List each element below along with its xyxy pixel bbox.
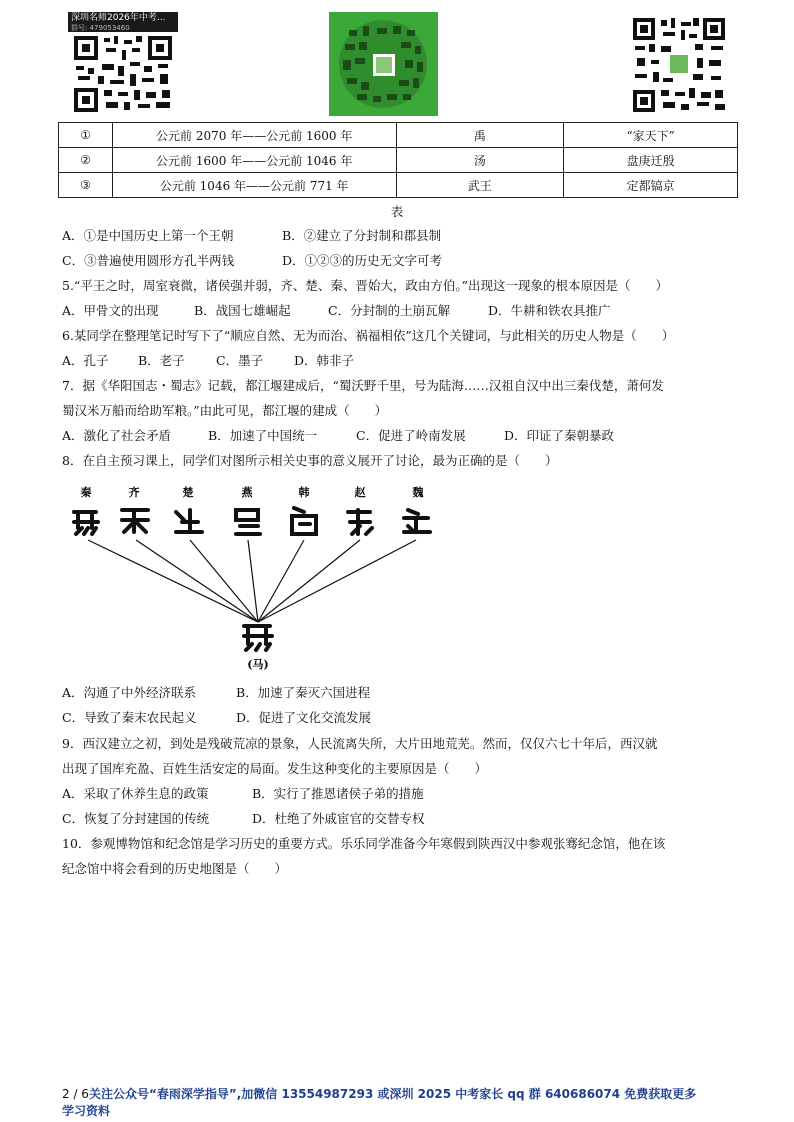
q7-options [62, 426, 614, 446]
qr-right-pattern [631, 16, 727, 114]
table-cell-person: 禹 [396, 123, 564, 148]
q7-option-a[interactable]: A．激化了社会矛盾 [62, 428, 172, 443]
connector-lines [88, 540, 416, 622]
table-cell-person: 武王 [396, 173, 564, 198]
table-caption: 表 [390, 204, 404, 219]
q10-stem-line1: 10．参观博物馆和纪念馆是学习历史的重要方式。乐乐同学准备今年寒假到陕西汉中参观张骞纪念馆，他在该 [62, 836, 666, 851]
q7-option-b[interactable]: B．加速了中国统一 [208, 428, 318, 443]
state-label-wei: 魏 [412, 486, 424, 499]
horse-glyphs [74, 508, 430, 534]
q5-option-b[interactable]: B．战国七雄崛起 [194, 303, 291, 318]
q5-options [62, 301, 611, 321]
qr-center-pattern [329, 12, 438, 116]
q6-option-d[interactable]: D．韩非子 [294, 353, 355, 368]
qr-left-sub: 群号: 479053460 [71, 24, 130, 32]
q8-option-c[interactable]: C．导致了秦末农民起义 [62, 710, 197, 725]
q9-option-d[interactable]: D．杜绝了外戚宦官的交替专权 [252, 811, 425, 826]
q5-option-d[interactable]: D．牛耕和铁农具推广 [488, 303, 611, 318]
han-horse-glyph [292, 508, 316, 534]
q5-option-c[interactable]: C．分封制的土崩瓦解 [328, 303, 451, 318]
q8-options-row1 [62, 683, 370, 703]
q9-option-c[interactable]: C．恢复了分封建国的传统 [62, 811, 210, 826]
qin-horse-glyph [74, 512, 98, 534]
state-label-yan: 燕 [241, 486, 253, 499]
state-label-han: 韩 [298, 486, 310, 499]
page-number: 2 / 6 [62, 1087, 89, 1101]
footer-promo[interactable]: 关注公众号“春雨深学指导”,加微信 13554987293 或深圳 2025 中考家长 qq 群 640686074 免费获取更多 [88, 1087, 697, 1101]
horse-script-figure [62, 482, 442, 674]
table-row [59, 123, 738, 148]
table-cell-period: 公元前 1600 年——公元前 1046 年 [112, 148, 396, 173]
yan-horse-glyph [236, 510, 260, 534]
q5-option-a[interactable]: A．甲骨文的出现 [62, 303, 159, 318]
q7-stem-line2: 蜀汉米万船而给助军粮。”由此可见，都江堰的建成（ ） [62, 403, 388, 418]
q9-stem-line2: 出现了国库充盈、百姓生活安定的局面。发生这种变化的主要原因是（ ） [62, 761, 488, 776]
q9-option-b[interactable]: B．实行了推恩诸侯子弟的措施 [252, 786, 424, 801]
q8-stem: 8．在自主预习课上，同学们对图所示相关史事的意义展开了讨论，最为正确的是（ ） [62, 453, 558, 468]
state-label-qin: 秦 [80, 486, 92, 499]
state-labels [80, 485, 424, 499]
q7-option-c[interactable]: C．促进了岭南发展 [356, 428, 466, 443]
table-cell-person: 汤 [396, 148, 564, 173]
q6-options [62, 351, 354, 371]
q8-option-b[interactable]: B．加速了秦灭六国进程 [236, 685, 371, 700]
qr-left-pattern [68, 32, 178, 116]
q4-option-b[interactable]: B．②建立了分封制和郡县制 [282, 228, 442, 243]
q8-option-a[interactable]: A．沟通了中外经济联系 [62, 685, 197, 700]
q5-stem: 5.“平王之时，周室衰微，诸侯强并弱，齐、楚、秦、晋始大，政由方伯。”出现这一现象的根本原因是（ ） [62, 278, 668, 293]
table-cell-num: ① [59, 123, 113, 148]
q4-options-row2 [62, 251, 442, 271]
footer-line2: 学习资料 [62, 1104, 111, 1118]
page-footer [62, 1086, 742, 1120]
q8-option-d[interactable]: D．促进了文化交流发展 [236, 710, 372, 725]
q8-options-row2 [62, 708, 371, 728]
table-row [59, 173, 738, 198]
qr-left-title: 深圳名师2026年中考... [71, 13, 166, 23]
q4-option-d[interactable]: D．①②③的历史无文字可考 [282, 253, 443, 268]
q9-option-a[interactable]: A．采取了休养生息的政策 [62, 786, 209, 801]
table-row [59, 148, 738, 173]
chu-horse-glyph [176, 510, 202, 532]
q4-options-row1 [62, 226, 441, 246]
table-cell-num: ② [59, 148, 113, 173]
q4-option-c[interactable]: C．③普遍使用圆形方孔半两钱 [62, 253, 235, 268]
table-cell-period: 公元前 2070 年——公元前 1600 年 [112, 123, 396, 148]
q9-options-row2 [62, 809, 425, 829]
q10-stem-line2: 纪念馆中将会看到的历史地图是（ ） [62, 861, 288, 876]
wei-horse-glyph [404, 510, 430, 532]
qi-horse-glyph [122, 510, 148, 532]
unified-horse-label: (马) [247, 658, 269, 671]
q7-stem-line1: 7．据《华阳国志・蜀志》记载，都江堰建成后，“蜀沃野千里，号为陆海……汉祖自汉中出三秦伐楚，萧何发 [62, 378, 664, 393]
table-cell-event: 盘庚迁殷 [564, 148, 738, 173]
q7-option-d[interactable]: D．印证了秦朝暴政 [504, 428, 615, 443]
qr-left-label [68, 12, 178, 32]
state-label-qi: 齐 [128, 486, 140, 499]
table-cell-event: “家天下” [564, 123, 738, 148]
q4-option-a[interactable]: A．①是中国历史上第一个王朝 [62, 228, 234, 243]
q6-option-a[interactable]: A．孔子 [62, 353, 109, 368]
qr-code-right [631, 16, 727, 114]
zhao-horse-glyph [348, 510, 372, 534]
q6-option-b[interactable]: B．老子 [138, 353, 185, 368]
table-cell-num: ③ [59, 173, 113, 198]
footer-line1 [62, 1086, 742, 1103]
table-cell-period: 公元前 1046 年——公元前 771 年 [112, 173, 396, 198]
q9-options-row1 [62, 784, 424, 804]
q9-stem-line1: 9．西汉建立之初，到处是残破荒凉的景象，人民流离失所，大片田地荒芜。然而，仅仅六七十年后，西汉就 [62, 736, 658, 751]
table-cell-event: 定都镐京 [564, 173, 738, 198]
qin-unified-horse-glyph [244, 626, 272, 650]
dynasty-table [58, 122, 738, 198]
state-label-chu: 楚 [182, 486, 194, 499]
q6-stem: 6.某同学在整理笔记时写下了“顺应自然、无为而治、祸福相依”这几个关键词，与此相关的历史人物是（ ） [62, 328, 675, 343]
qr-code-left [68, 12, 178, 116]
state-label-zhao: 赵 [354, 486, 366, 499]
qr-code-center [329, 12, 438, 116]
q6-option-c[interactable]: C．墨子 [216, 353, 264, 368]
